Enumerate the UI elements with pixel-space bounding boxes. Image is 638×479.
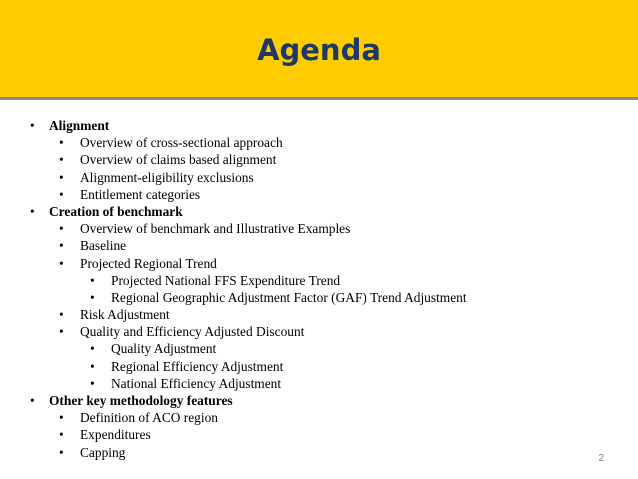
agenda-item-level-2 bbox=[0, 444, 630, 461]
agenda-item-level-2 bbox=[0, 237, 630, 254]
bullet-icon: • bbox=[59, 255, 64, 271]
agenda-item-level-1 bbox=[0, 203, 630, 220]
agenda-item-text: Projected Regional Trend bbox=[80, 255, 217, 271]
agenda-item-text: Regional Efficiency Adjustment bbox=[111, 358, 284, 374]
agenda-item-text: Overview of benchmark and Illustrative Examples bbox=[80, 221, 351, 237]
page-number: 2 bbox=[598, 453, 604, 464]
agenda-item-text: Creation of benchmark bbox=[49, 203, 183, 219]
agenda-item-level-2 bbox=[0, 306, 630, 323]
agenda-item-text: Expenditures bbox=[80, 427, 151, 443]
bullet-icon: • bbox=[90, 358, 95, 374]
agenda-item-text: Overview of cross-sectional approach bbox=[80, 135, 283, 151]
bullet-icon: • bbox=[90, 341, 95, 357]
agenda-item-level-3 bbox=[0, 375, 630, 392]
bullet-icon: • bbox=[59, 221, 64, 237]
agenda-item-text: Entitlement categories bbox=[80, 186, 201, 202]
agenda-item-text: Definition of ACO region bbox=[80, 410, 218, 426]
agenda-item-text: Risk Adjustment bbox=[80, 307, 170, 323]
bullet-icon: • bbox=[59, 444, 64, 460]
slide-title: Agenda bbox=[257, 33, 381, 67]
bullet-icon: • bbox=[30, 203, 35, 219]
agenda-item-text: Quality and Efficiency Adjusted Discount bbox=[80, 324, 305, 340]
agenda-item-text: Alignment-eligibility exclusions bbox=[80, 169, 254, 185]
agenda-item-level-2 bbox=[0, 409, 630, 426]
title-bar bbox=[0, 0, 638, 100]
agenda-item-level-2 bbox=[0, 151, 630, 168]
bullet-icon: • bbox=[30, 118, 35, 133]
bullet-icon: • bbox=[59, 135, 64, 151]
bullet-icon: • bbox=[59, 238, 64, 254]
agenda-item-text: Projected National FFS Expenditure Trend bbox=[111, 272, 341, 288]
agenda-item-level-3 bbox=[0, 289, 630, 306]
agenda-item-level-3 bbox=[0, 272, 630, 289]
bullet-icon: • bbox=[59, 324, 64, 340]
bullet-icon: • bbox=[59, 152, 64, 168]
agenda-item-level-2 bbox=[0, 186, 630, 203]
agenda-item-level-1 bbox=[0, 392, 630, 409]
agenda-item-text: Overview of claims based alignment bbox=[80, 152, 277, 168]
bullet-icon: • bbox=[59, 410, 64, 426]
bullet-icon: • bbox=[90, 375, 95, 391]
agenda-item-level-3 bbox=[0, 340, 630, 357]
bullet-icon: • bbox=[30, 393, 35, 408]
agenda-item-level-1 bbox=[0, 117, 630, 134]
agenda-item-text: Capping bbox=[80, 444, 126, 460]
bullet-icon: • bbox=[90, 272, 95, 288]
agenda-item-text: Baseline bbox=[80, 238, 127, 254]
agenda-item-text: Regional Geographic Adjustment Factor (GAF) Trend Adjustment bbox=[111, 289, 467, 305]
bullet-icon: • bbox=[59, 169, 64, 185]
bullet-icon: • bbox=[90, 289, 95, 305]
agenda-item-level-2 bbox=[0, 220, 630, 237]
agenda-item-text: Quality Adjustment bbox=[111, 341, 217, 357]
agenda-item-level-2 bbox=[0, 323, 630, 340]
agenda-item-text: National Efficiency Adjustment bbox=[111, 375, 282, 391]
bullet-icon: • bbox=[59, 307, 64, 323]
agenda-item-text: Other key methodology features bbox=[49, 393, 233, 408]
bullet-icon: • bbox=[59, 186, 64, 202]
agenda-list bbox=[0, 117, 630, 461]
agenda-item-level-2 bbox=[0, 169, 630, 186]
agenda-item-level-2 bbox=[0, 426, 630, 443]
agenda-item-level-3 bbox=[0, 358, 630, 375]
agenda-item-level-2 bbox=[0, 255, 630, 272]
agenda-item-text: Alignment bbox=[49, 118, 110, 133]
bullet-icon: • bbox=[59, 427, 64, 443]
agenda-item-level-2 bbox=[0, 134, 630, 151]
